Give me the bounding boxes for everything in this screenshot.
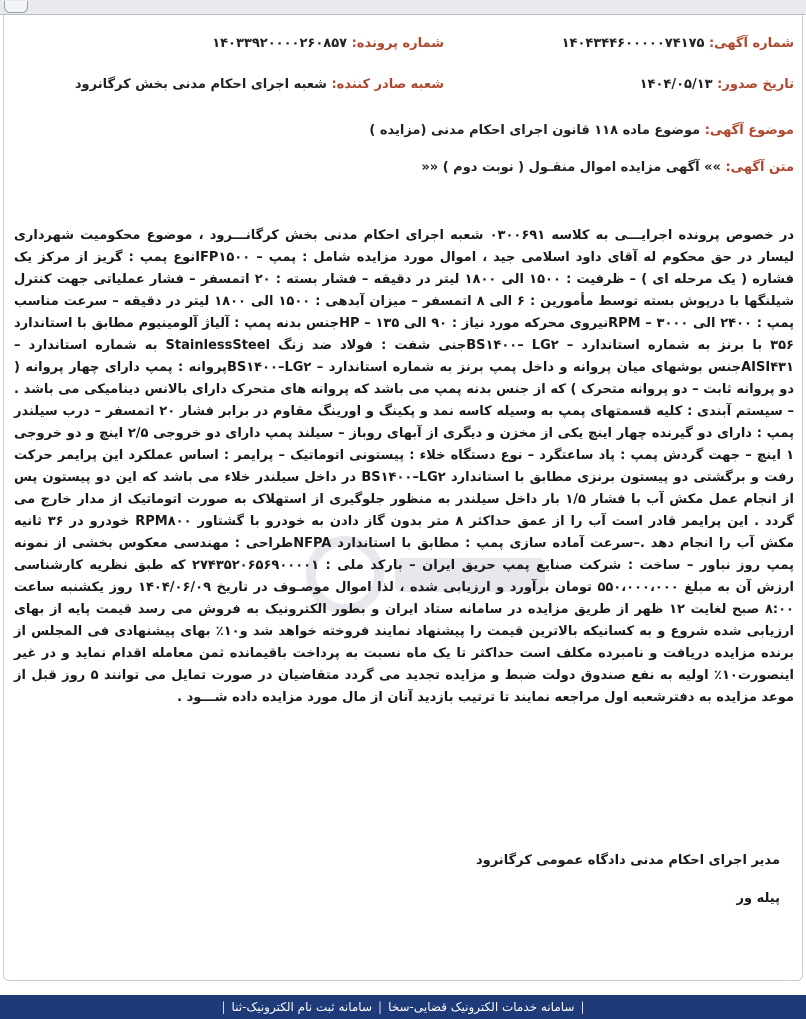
signature-block: [476, 842, 780, 918]
footer-separator: |: [580, 1000, 585, 1014]
issuer-row: [75, 77, 444, 92]
text-title-row: [421, 160, 794, 175]
window-top-strip: [0, 0, 806, 15]
subject-label: موضوع آگهی:: [704, 123, 794, 138]
issuer-value: شعبه اجرای احکام مدنی بخش کرگانرود: [74, 77, 327, 92]
footer-separator: |: [378, 1000, 383, 1014]
notice-number-value: ۱۴۰۴۳۴۴۶۰۰۰۰۰۷۴۱۷۵: [561, 36, 705, 51]
text-title: »» آگهی مزایده اموال منقـول ( نوبت دوم ) ««: [421, 160, 721, 175]
case-number-value: ۱۴۰۳۳۹۲۰۰۰۰۲۶۰۸۵۷: [212, 36, 348, 51]
case-number-row: [212, 36, 444, 51]
window-corner-tab: [4, 1, 28, 13]
notice-paragraph: در خصوص پرونده اجرایـــی به کلاسه ۰۳۰۰۶۹۱ شعبه اجرای احکام مدنی بخش کرگانـــرود ، موضوع محکومیت شهرداری لیسار در حق محکوم له آقای داود اسلامی جید ، اموال مورد مزایده شامل : پمپ – IFP۱۵۰۰نوع پمپ : گریز از مرکز یک فشاره ( یک مرحله ای ) – ظرفیت : ۱۵۰۰ الی ۱۸۰۰ لیتر در دقیقه – فشار بسته : ۲۰ اتمسفر – فشار عملیاتی جهت کنترل شیلنگها با درپوش بسته توسط مأمورین : ۶ الی ۸ اتمسفر – میزان آبدهی : ۱۵۰۰ الی ۱۸۰۰ لیتر در دقیقه – سرعت مناسب پمپ : ۲۴۰۰ الی ۳۰۰۰ – RPMنیروی محرکه مورد نیاز : ۹۰ الی ۱۳۵ – HPجنس بدنه پمپ : آلیاژ آلومینیوم مطابق با استاندارد ۳۵۶ با برنز به شماره استاندارد – BS۱۴۰۰– LG۲جنی شفت : فولاد ضد زنگ StainlessSteel به شماره استاندارد – AISI۴۳۱جنس بوشهای میان پروانه و داخل پمپ برنز به شماره استاندارد – BS۱۴۰۰–LG۲پروانه : پمپ دارای چهار پروانه ( دو پروانه ثابت – دو پروانه متحرک ) که از جنس بدنه پمپ می باشد که پروانه های متحرک دارای بالانس دینامیکی می باشد . – سیستم آبندی : کلیه قسمتهای پمپ به وسیله کاسه نمد و پکینگ و اورینگ مقاوم در برابر فشار ۲۰ اتمسفر – درب سیلندر پمپ : دارای دو گیرنده چهار اینچ یکی از مخزن و دیگری از آبهای روباز – سیلند پمپ دارای دو خروجی ۲/۵ اینچ و دو خروجی ۱ اینچ – جهت گردش پمپ : پاد ساعتگرد – نوع دستگاه خلاء : پیستونی اتوماتیک – پرایمر : اساس عملکرد این پرایمر حرکت رفت و برگشتی دو پیستون برنزی مطابق با استاندارد BS۱۴۰۰–LG۲ در داخل سیلندر خلاء می باشد که این دو پیستون پس از انجام عمل مکش آب با فشار ۱/۵ بار داخل سیلندر به منظور جلوگیری از استهلاک به صورت اتوماتیک از مدار خارج می گردد . این پرایمر قادر است آب را از عمق حداکثر ۸ متر بدون گاز دادن به خودرو با گشتاور RPM۸۰۰ خودرو در ۳۶ ثانیه مکش آب را انجام دهد .–سرعت آماده سازی پمپ : مطابق با استاندارد NFPAطراحی : مهندسی معکوس بخشی از نمونه پمپ روز نباور – ساخت : شرکت صنایع پمپ حریق ایران – بارکد ملی : ۲۷۴۳۵۲۰۶۵۶۹۰۰۰۰۱ که طبق نظریه کارشناسی ارزش آن به مبلغ ۵۵۰،۰۰۰،۰۰۰ تومان برآورد و ارزیابی شده ، لذا اموال موصـوف در تاریخ ۱۴۰۴/۰۶/۰۹ روز یکشنبه ساعت ۸:۰۰ صبح لغایت ۱۲ ظهر از طریق مزایده در سامانه ستاد ایران و بطور الکترونیک به فروش می رسد قیمت پایه از بهای ارزیابی شده شروع و به کسانیکه بالاترین قیمت را پیشنهاد نمایند فروخته خواهد شد و۱۰٪ بهای پیشنهادی فی المجلس از برنده مزایده دریافت و نامبرده مکلف است حداکثر تا یک ماه نسبت به پرداخت باقیمانده ثمن معامله اقدام نماید و در غیر اینصورت۱۰٪ اولیه به نفع صندوق دولت ضبط و مزایده تجدید می گردد متقاضیان در صورت تمایل می توانند ۵ روز قبل از موعد مزایده به دفترشعبه اول مراجعه نمایند تا ترتیب بازدید آنان از مال مورد مزایده داده شـــود .: [14, 228, 795, 705]
notice-body: [14, 225, 794, 709]
notice-number-row: [562, 36, 794, 51]
issue-date-label: تاریخ صدور:: [717, 77, 794, 92]
subject-row: [369, 123, 794, 138]
footer-link-sakha[interactable]: سامانه خدمات الکترونیک قضایی-سخا: [388, 1000, 575, 1014]
subject-value: موضوع ماده ۱۱۸ قانون اجرای احکام مدنی (مزایده ): [369, 123, 701, 138]
footer-link-sana[interactable]: سامانه ثبت نام الکترونیک-ثنا: [231, 1000, 373, 1014]
signature-title: مدیر اجرای احکام مدنی دادگاه عمومی کرگانرود: [475, 853, 780, 868]
issue-date-row: [640, 77, 794, 92]
notice-number-label: شماره آگهی:: [708, 36, 794, 51]
footer-separator: |: [221, 1000, 226, 1014]
issue-date-value: ۱۴۰۴/۰۵/۱۳: [639, 77, 713, 92]
footer-bar: [0, 995, 806, 1019]
text-label: متن آگهی:: [725, 160, 794, 175]
signature-name: پیله ور: [736, 891, 780, 906]
issuer-label: شعبه صادر کننده:: [331, 77, 444, 92]
case-number-label: شماره پرونده:: [351, 36, 444, 51]
